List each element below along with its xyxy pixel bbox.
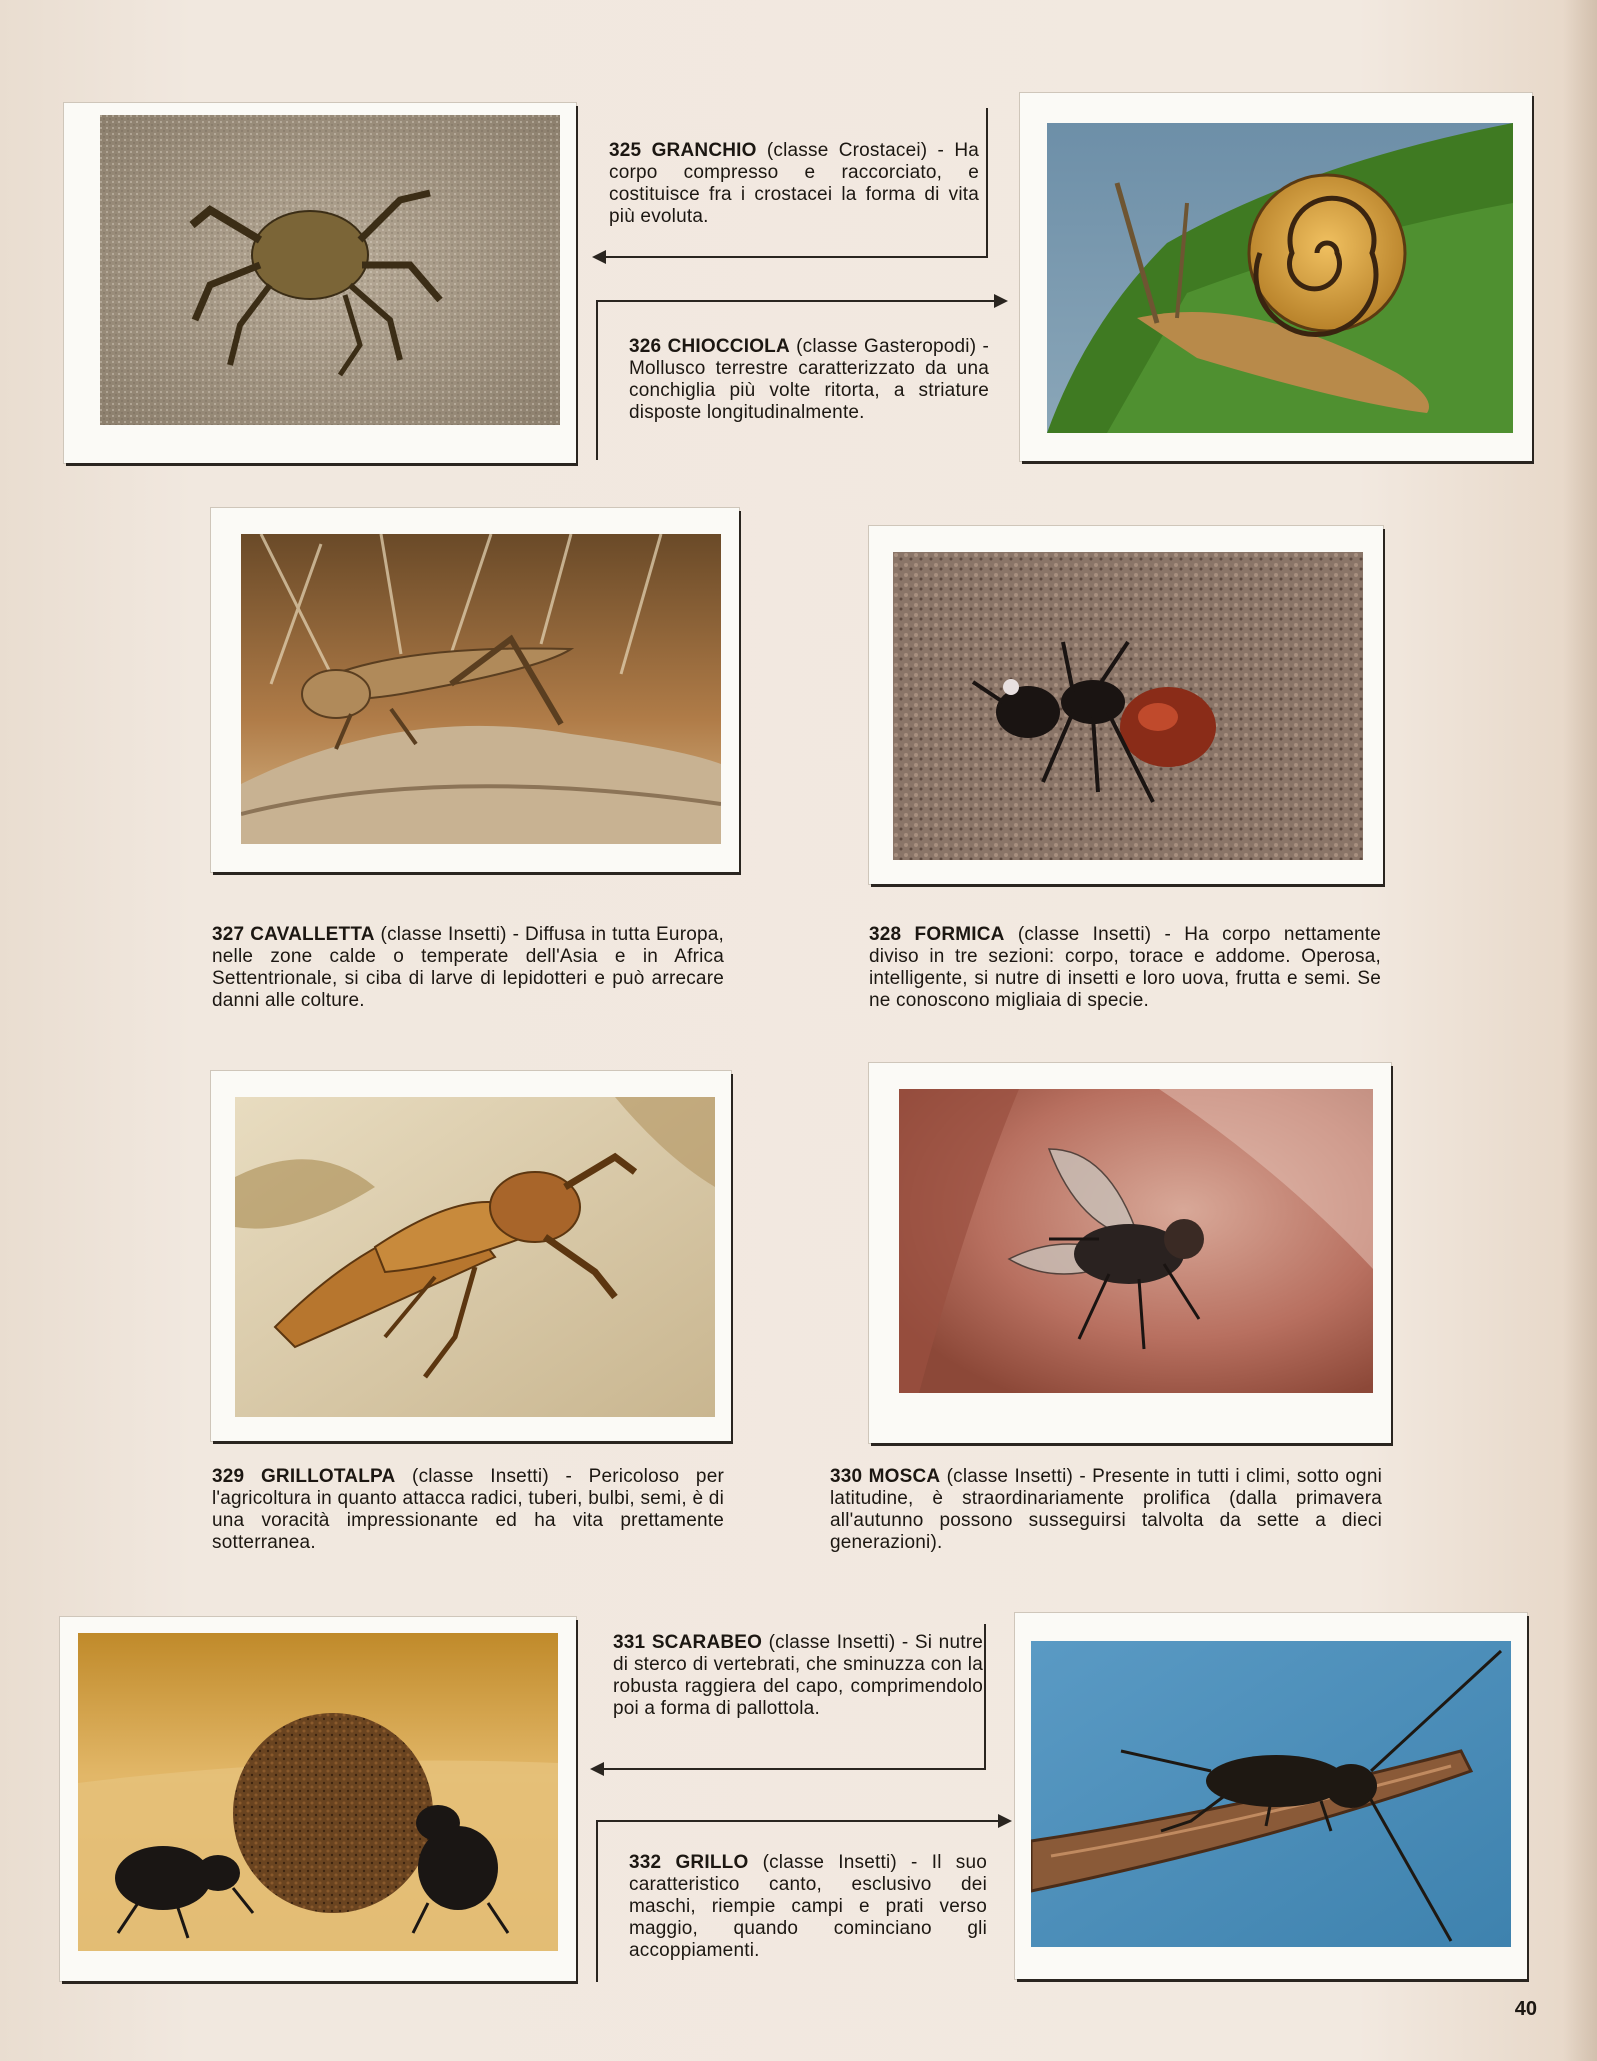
grasshopper-photo (241, 534, 721, 844)
caption-327 (212, 924, 724, 1012)
caption-text: (classe Insetti) - Diffusa in tutta Europa, nelle zone calde o temperate dell'Asia e in Africa Settentrionale, si ciba di larve di lepidotteri e può arrecare danni alle colture. (212, 924, 724, 1011)
caption-number: 331 (613, 1632, 646, 1653)
caption-325 (609, 140, 979, 228)
caption-title: GRILLOTALPA (260, 1466, 396, 1487)
caption-328 (869, 924, 1381, 1012)
arrow-line-331 (602, 1768, 986, 1770)
arrow-left-icon (592, 250, 606, 264)
sticker-card-326 (1020, 93, 1532, 461)
arrow-line-325 (605, 256, 988, 258)
caption-title: CHIOCCIOLA (667, 336, 790, 357)
bracket-325 (986, 108, 988, 256)
caption-title: GRILLO (675, 1852, 749, 1873)
caption-number: 327 (212, 924, 245, 945)
arrow-line-332 (598, 1820, 998, 1822)
caption-text: (classe Insetti) - Il suo caratteristico canto, esclusivo dei maschi, riempie campi e prati verso maggio, quando cominciano gli accoppiamenti. (629, 1852, 987, 1961)
caption-text: (classe Insetti) - Ha corpo nettamente diviso in tre sezioni: corpo, torace e addome. Operosa, intelligente, si nutre di insetti e loro uova, frutta e semi. Se ne conoscono migliaia di specie. (869, 924, 1381, 1011)
caption-text: (classe Insetti) - Pericoloso per l'agricoltura in quanto attacca radici, tuberi, bulbi, semi, è di una voracità impressionante ed ha vita prettamente sotterranea. (212, 1466, 724, 1553)
caption-text: (classe Gasteropodi) - Mollusco terrestre caratterizzato da una conchiglia più volte ritorta, a striature disposte longitudinalmente. (629, 336, 990, 423)
snail-photo (1047, 123, 1513, 433)
sticker-card-327 (211, 508, 739, 872)
bracket-326 (596, 300, 598, 460)
sticker-card-328 (869, 526, 1383, 884)
caption-331 (613, 1632, 983, 1720)
bracket-332 (596, 1820, 598, 1982)
page-fold-shadow (1563, 0, 1597, 2061)
fly-photo (899, 1089, 1373, 1393)
caption-number: 332 (629, 1852, 662, 1873)
caption-329 (212, 1466, 724, 1554)
sticker-card-330 (869, 1063, 1391, 1443)
caption-title: MOSCA (868, 1466, 941, 1487)
caption-number: 326 (629, 336, 662, 357)
cricket-photo (1031, 1641, 1511, 1947)
caption-number: 329 (212, 1466, 245, 1487)
caption-text: (classe Insetti) - Si nutre di sterco di vertebrati, che sminuzza con la robusta raggiera del capo, comprimendolo poi a forma di pallottola. (613, 1632, 983, 1719)
caption-332 (629, 1852, 987, 1962)
sticker-card-332 (1015, 1613, 1527, 1979)
sticker-card-325 (64, 103, 576, 463)
arrow-line-326 (598, 300, 994, 302)
caption-number: 325 (609, 140, 642, 161)
mole-cricket-photo (235, 1097, 715, 1417)
caption-326 (629, 336, 989, 424)
scarab-photo (78, 1633, 558, 1951)
arrow-right-icon (994, 294, 1008, 308)
caption-number: 330 (830, 1466, 863, 1487)
caption-330 (830, 1466, 1382, 1554)
crab-photo (100, 115, 560, 425)
caption-text: (classe Insetti) - Presente in tutti i climi, sotto ogni latitudine, è straordinariamente prolifica (dalla primavera all'autunno possono susseguirsi talvolta da sette a dieci generazioni). (830, 1466, 1383, 1553)
caption-number: 328 (869, 924, 902, 945)
caption-title: CAVALLETTA (250, 924, 375, 945)
arrow-left-icon (590, 1762, 604, 1776)
arrow-right-icon (998, 1814, 1012, 1828)
caption-title: SCARABEO (651, 1632, 763, 1653)
page-number: 40 (1514, 1998, 1537, 2020)
ant-photo (893, 552, 1363, 860)
sticker-card-331 (60, 1617, 576, 1981)
sticker-card-329 (211, 1071, 731, 1441)
bracket-331 (984, 1624, 986, 1768)
caption-title: FORMICA (914, 924, 1005, 945)
caption-text: (classe Crostacei) - Ha corpo compresso e raccorciato, e costituisce fra i crostacei la forma di vita più evoluta. (609, 140, 980, 227)
caption-title: GRANCHIO (651, 140, 757, 161)
